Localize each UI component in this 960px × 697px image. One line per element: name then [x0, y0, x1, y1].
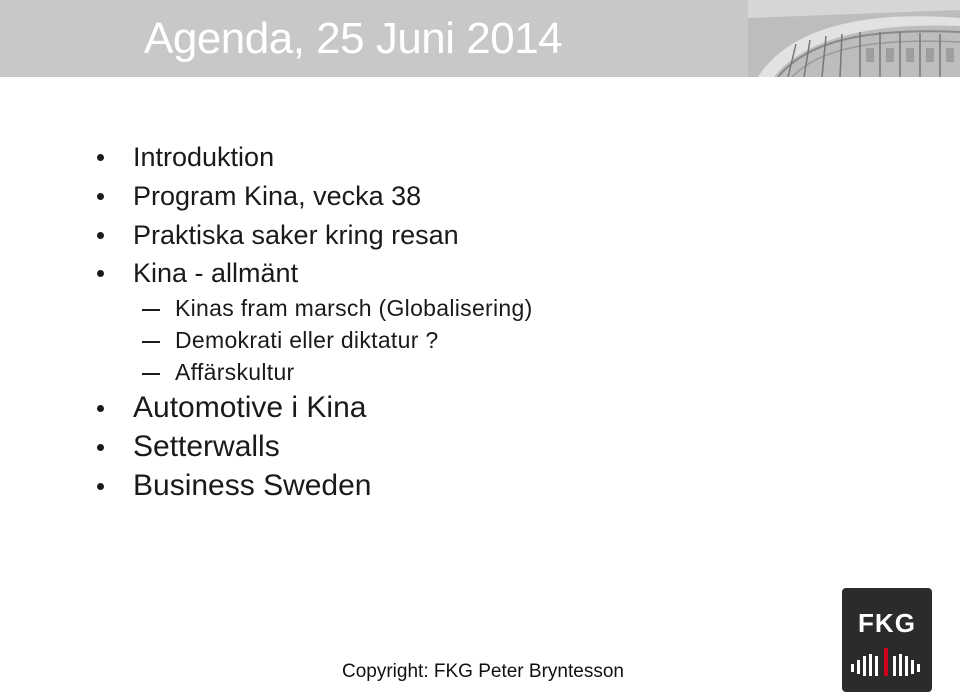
slide-title: Agenda, 25 Juni 2014	[144, 14, 563, 63]
agenda-subitem: Affärskultur	[175, 359, 295, 385]
dash-icon	[142, 373, 160, 375]
agenda-subitem: Kinas fram marsch (Globalisering)	[175, 295, 533, 321]
accent-bar	[884, 648, 888, 676]
bullet-icon	[97, 483, 104, 490]
logo-text: FKG	[858, 608, 916, 638]
agenda-item: Kina - allmänt	[133, 258, 299, 288]
dash-icon	[142, 309, 160, 311]
bullet-icon	[97, 444, 104, 451]
bullet-icon	[97, 193, 104, 200]
agenda-item: Introduktion	[133, 142, 275, 172]
agenda-item: Automotive i Kina	[133, 391, 367, 424]
fkg-logo	[842, 588, 932, 692]
bullet-icon	[97, 405, 104, 412]
agenda-item: Program Kina, vecka 38	[133, 181, 422, 211]
sound-bars-icon	[842, 588, 932, 692]
dash-icon	[142, 341, 160, 343]
agenda-item: Praktiska saker kring resan	[133, 220, 459, 250]
agenda-subitem: Demokrati eller diktatur ?	[175, 327, 439, 353]
agenda-item: Setterwalls	[133, 430, 280, 463]
copyright-footer: Copyright: FKG Peter Bryntesson	[342, 661, 624, 682]
bullet-icon	[97, 270, 104, 277]
bullet-icon	[97, 154, 104, 161]
bullet-icon	[97, 232, 104, 239]
agenda-item: Business Sweden	[133, 469, 372, 502]
